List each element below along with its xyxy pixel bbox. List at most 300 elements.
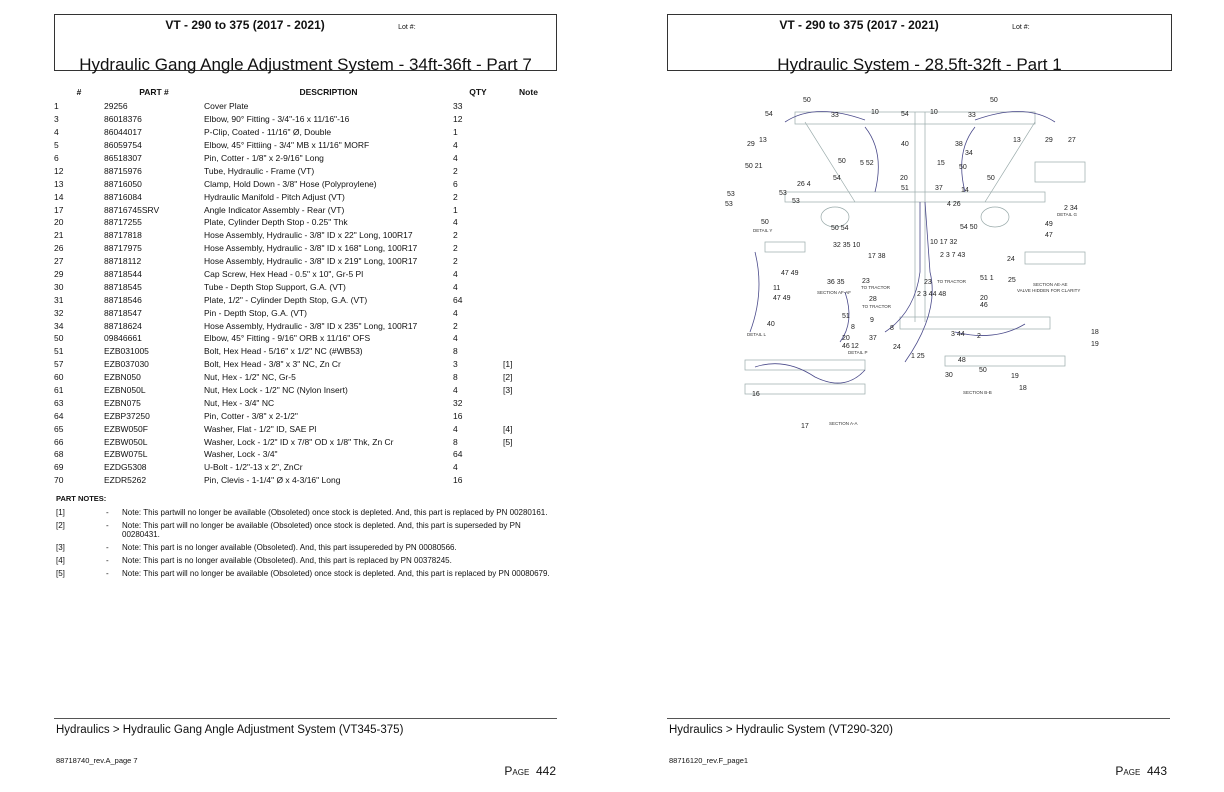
callout-23b: 23 — [924, 279, 932, 286]
note-text: Note: This part will no longer be available (Obsoleted) once stock is depleted. And, this part is replaced by PN 00080679. — [122, 569, 550, 578]
hose-lines-upper — [865, 127, 975, 192]
callout-2-34: 2 34 — [1064, 205, 1078, 212]
callout-26-4: 26 4 — [797, 181, 811, 188]
note-text: Note: This part will no longer be available (Obsoleted) once stock is depleted. And, this part is superseded by PN 00280431. — [122, 521, 521, 539]
note-text: Note: This part is no longer available (Obsoleted). And, this part is replaced by PN 00378245. — [122, 556, 452, 565]
part-note — [56, 521, 556, 539]
callout-13b: 13 — [1013, 137, 1021, 144]
hose-line-left — [750, 252, 759, 332]
callout-18: 18 — [1091, 329, 1099, 336]
part-description: Tube, Hydraulic - Frame (VT) — [204, 165, 315, 176]
part-quantity: 32 — [453, 397, 463, 408]
detail-g-block — [1035, 162, 1085, 182]
table-row — [54, 126, 554, 139]
item-number: 12 — [54, 165, 64, 176]
table-row — [54, 448, 554, 461]
hose-line-section-a — [755, 364, 865, 383]
page-number-value: 443 — [1146, 764, 1167, 778]
part-note — [56, 508, 556, 517]
callout-34: 34 — [965, 150, 973, 157]
part-quantity: 4 — [453, 307, 458, 318]
callout-10-17-32: 10 17 32 — [930, 239, 958, 246]
label-to-tractor: TO TRACTOR — [861, 285, 891, 290]
page-number — [1115, 764, 1167, 778]
callout-38: 38 — [955, 141, 963, 148]
table-row — [54, 371, 554, 384]
callout-47-49b: 47 49 — [773, 295, 791, 302]
part-description: Plate, 1/2" - Cylinder Depth Stop, G.A. (VT) — [204, 294, 368, 305]
item-number: 17 — [54, 204, 64, 215]
part-note-ref: [5] — [503, 436, 513, 447]
item-number: 70 — [54, 475, 64, 486]
part-number: EZDR5262 — [104, 475, 147, 486]
series-title: VT - 290 to 375 (2017 - 2021) — [165, 18, 325, 32]
part-quantity: 16 — [453, 475, 463, 486]
part-quantity: 64 — [453, 294, 463, 305]
part-description: Plate, Cylinder Depth Stop - 0.25" Thk — [204, 217, 348, 228]
note-text: Note: This partwill no longer be available (Obsoleted) once stock is depleted. And, this part is replaced by PN 00280161. — [122, 508, 548, 517]
part-number: 86059754 — [104, 140, 142, 151]
callout-9: 9 — [870, 317, 874, 324]
callout-15: 15 — [937, 160, 945, 167]
callout-37b: 37 — [869, 335, 877, 342]
part-note-ref — [503, 255, 554, 268]
part-quantity: 33 — [453, 101, 463, 112]
item-number: 21 — [54, 230, 64, 241]
callout-49-20-46: 20 — [842, 335, 850, 342]
part-number: 88718545 — [104, 281, 142, 292]
part-notes-list — [56, 508, 556, 582]
callout-53b: 53 — [779, 190, 787, 197]
callout-50: 50 — [803, 97, 811, 104]
part-note-ref — [503, 268, 554, 281]
part-quantity: 4 — [453, 462, 458, 473]
part-notes-heading: PART NOTES: — [56, 494, 107, 503]
part-quantity: 4 — [453, 140, 458, 151]
label-section-bb: SECTION B-B — [963, 390, 992, 395]
callout-10: 10 — [871, 109, 879, 116]
callout-2-3-44-48: 2 3 44 48 — [917, 291, 947, 298]
part-quantity: 4 — [453, 423, 458, 434]
page-number-value: 442 — [535, 764, 556, 778]
page-title: Hydraulic System - 28.5ft-32ft - Part 1 — [777, 55, 1062, 74]
callout-50e: 50 — [987, 175, 995, 182]
table-row — [54, 293, 554, 306]
part-description: Washer, Flat - 1/2" ID, SAE Pl — [204, 423, 317, 434]
callout-51-1: 51 1 — [980, 275, 994, 282]
part-note-ref — [503, 177, 554, 190]
table-row — [54, 152, 554, 165]
part-number: 88718544 — [104, 269, 142, 280]
part-description: Pin - Depth Stop, G.A. (VT) — [204, 307, 307, 318]
part-note-ref: [3] — [503, 385, 513, 396]
part-description: Elbow, 45° Fitting - 9/16" ORB x 11/16" OFS — [204, 333, 371, 344]
part-note-ref — [503, 126, 554, 139]
callout-50f: 50 — [761, 219, 769, 226]
table-row — [54, 422, 554, 435]
table-row — [54, 216, 554, 229]
part-description: Hose Assembly, Hydraulic - 3/8" ID x 22" Long, 100R17 — [204, 230, 413, 241]
note-dash: - — [106, 543, 109, 552]
callout-40b: 40 — [767, 321, 775, 328]
note-dash: - — [106, 556, 109, 565]
part-description: Pin, Cotter - 1/8" x 2-9/16" Long — [204, 153, 324, 163]
item-number: 5 — [54, 140, 59, 151]
callout-20: 20 — [900, 175, 908, 182]
callout-54b: 54 — [765, 111, 773, 118]
part-note-ref — [503, 152, 554, 165]
callout-24b: 24 — [893, 344, 901, 351]
part-note-ref — [503, 164, 554, 177]
callout-8b: 8 — [890, 325, 894, 332]
part-description: Elbow, 90° Fitting - 3/4"-16 x 11/16"-16 — [204, 114, 350, 125]
callout-53d: 53 — [725, 201, 733, 208]
part-description: Elbow, 45° Fittiing - 3/4" MB x 11/16" MORF — [204, 140, 370, 151]
note-ref: [2] — [56, 521, 65, 530]
callout-14: 14 — [961, 187, 969, 194]
table-row — [54, 203, 554, 216]
lot-label: Lot #: — [1012, 24, 1030, 31]
part-note-ref — [503, 229, 554, 242]
part-quantity: 8 — [453, 346, 458, 357]
part-note-ref — [503, 280, 554, 293]
part-quantity: 2 — [453, 191, 458, 202]
part-note-ref — [503, 216, 554, 229]
part-number: EZBP37250 — [104, 410, 150, 421]
part-note-ref — [503, 203, 554, 216]
note-ref: [5] — [56, 569, 65, 578]
part-number: 88717818 — [104, 230, 142, 241]
note-ref: [3] — [56, 543, 65, 552]
footer-divider — [54, 718, 557, 719]
callout-36-35: 36 35 — [827, 279, 845, 286]
part-note-ref: [2] — [503, 372, 513, 383]
callout-28: 28 — [869, 296, 877, 303]
table-row — [54, 164, 554, 177]
col-header-qty: QTY — [469, 87, 487, 97]
callout-48: 48 — [958, 357, 966, 364]
page-number — [504, 764, 556, 778]
callout-20b: 20 — [980, 295, 988, 302]
item-number: 13 — [54, 178, 64, 189]
part-number: 88718624 — [104, 320, 142, 331]
callout-17-38: 17 38 — [868, 253, 886, 260]
hose-lines-top — [785, 111, 1055, 122]
callout-50b: 50 — [990, 97, 998, 104]
callout-4-26: 4 26 — [947, 201, 961, 208]
callout-54-50: 54 50 — [960, 224, 978, 231]
callout-46: 46 — [980, 302, 988, 309]
part-description: Nut, Hex Lock - 1/2" NC (Nylon Insert) — [204, 385, 348, 396]
page-label: Page — [1115, 764, 1141, 778]
part-description: Hose Assembly, Hydraulic - 3/8" ID x 219" Long, 100R17 — [204, 256, 418, 267]
part-quantity: 4 — [453, 269, 458, 280]
callout-33b: 33 — [968, 112, 976, 119]
part-quantity: 2 — [453, 165, 458, 176]
part-number: 88716084 — [104, 191, 142, 202]
parts-table — [54, 86, 554, 487]
col-header-description: DESCRIPTION — [299, 87, 358, 97]
section-b-frame — [900, 317, 1050, 329]
part-number: 88715976 — [104, 165, 142, 176]
item-number: 29 — [54, 269, 64, 280]
item-number: 64 — [54, 410, 64, 421]
part-note-ref: [1] — [503, 359, 513, 370]
item-number: 6 — [54, 153, 59, 163]
part-description: Pin, Cotter - 3/8" x 2-1/2" — [204, 410, 298, 421]
note-dash: - — [106, 508, 109, 517]
callout-50-54: 50 54 — [831, 225, 849, 232]
label-section-af: SECTION AF-AF — [817, 290, 852, 295]
table-header-row — [54, 86, 554, 100]
detail-af-block — [765, 242, 805, 252]
callout-50d: 50 — [959, 164, 967, 171]
part-note-ref — [503, 461, 554, 474]
item-number: 31 — [54, 294, 64, 305]
table-row — [54, 268, 554, 281]
part-number: 88718546 — [104, 294, 142, 305]
callout-24: 24 — [1007, 256, 1015, 263]
table-row — [54, 280, 554, 293]
part-number: 09846661 — [104, 333, 142, 344]
label-valve-hidden: VALVE HIDDEN FOR CLARITY — [1017, 288, 1081, 293]
part-note-ref — [503, 319, 554, 332]
callout-50g: 50 — [979, 367, 987, 374]
table-row — [54, 396, 554, 409]
callout-11: 11 — [773, 285, 781, 292]
part-quantity: 8 — [453, 436, 458, 447]
part-number: EZBN075 — [104, 397, 141, 408]
part-description: Hose Assembly, Hydraulic - 3/8" ID x 235" Long, 100R17 — [204, 320, 418, 331]
col-header-note: Note — [519, 87, 538, 97]
part-note-ref — [503, 409, 554, 422]
page-label: Page — [504, 764, 530, 778]
callout-40: 40 — [901, 141, 909, 148]
callout-19: 19 — [1091, 341, 1099, 348]
part-number: EZDG5308 — [104, 462, 147, 473]
table-row — [54, 474, 554, 487]
callout-23: 23 — [862, 278, 870, 285]
part-quantity: 16 — [453, 410, 463, 421]
table-row — [54, 190, 554, 203]
hose-line-section-b — [955, 324, 1025, 336]
footer-divider — [667, 718, 1170, 719]
label-detail-l: DETAIL L — [747, 332, 767, 337]
part-quantity: 1 — [453, 204, 458, 215]
callout-17: 17 — [801, 423, 809, 430]
label-section-aa: SECTION A-A — [829, 421, 858, 426]
callout-1-25: 1 25 — [911, 353, 925, 360]
part-description: U-Bolt - 1/2"-13 x 2", ZnCr — [204, 462, 303, 473]
callout-5-52: 5 52 — [860, 160, 874, 167]
breadcrumb: Hydraulics > Hydraulic Gang Angle Adjustment System (VT345-375) — [56, 724, 404, 736]
part-note-ref — [503, 332, 554, 345]
col-header-part: PART # — [139, 87, 169, 97]
part-description: Hose Assembly, Hydraulic - 3/8" ID x 168" Long, 100R17 — [204, 243, 418, 254]
callout-47: 47 — [1045, 232, 1053, 239]
table-row — [54, 255, 554, 268]
part-number: 86018376 — [104, 114, 142, 125]
part-description: Tube - Depth Stop Support, G.A. (VT) — [204, 281, 346, 292]
item-number: 27 — [54, 256, 64, 267]
item-number: 66 — [54, 436, 64, 447]
callout-2-3-7-43: 2 3 7 43 — [940, 252, 966, 259]
part-note — [56, 556, 556, 565]
callout-8: 8 — [851, 324, 855, 331]
callout-25: 25 — [1008, 277, 1016, 284]
part-quantity: 6 — [453, 178, 458, 189]
callout-27: 27 — [1068, 137, 1076, 144]
part-number: 88716050 — [104, 178, 142, 189]
item-number: 50 — [54, 333, 64, 344]
item-number: 68 — [54, 449, 64, 460]
part-number: EZBN050 — [104, 372, 141, 383]
part-number: 88718547 — [104, 307, 142, 318]
item-number: 69 — [54, 462, 64, 473]
table-row — [54, 409, 554, 422]
callout-47-49: 47 49 — [781, 270, 799, 277]
label-section-ae: SECTION AE-AE — [1033, 282, 1068, 287]
page-header — [667, 14, 1172, 74]
item-number: 65 — [54, 423, 64, 434]
item-number: 60 — [54, 372, 64, 383]
part-quantity: 2 — [453, 230, 458, 241]
part-note-ref: [4] — [503, 423, 513, 434]
part-note-ref — [503, 474, 554, 487]
part-number: 86518307 — [104, 153, 142, 163]
callout-19b: 19 — [1011, 373, 1019, 380]
page-title: Hydraulic Gang Angle Adjustment System - 34ft-36ft - Part 7 — [79, 55, 532, 74]
callout-54c: 54 — [833, 175, 841, 182]
part-quantity: 2 — [453, 320, 458, 331]
callout-2: 2 — [977, 333, 981, 340]
part-description: Cover Plate — [204, 101, 249, 112]
callout-46b: 46 — [842, 343, 850, 350]
part-description: Washer, Lock - 1/2" ID x 7/8" OD x 1/8" Thk, Zn Cr — [204, 436, 394, 447]
item-number: 32 — [54, 307, 64, 318]
part-description: Bolt, Hex Head - 5/16" x 1/2" NC (#WB53) — [204, 346, 363, 357]
callout-10b: 10 — [930, 109, 938, 116]
part-description: Washer, Lock - 3/4" — [204, 449, 278, 460]
right-page — [663, 0, 1173, 792]
part-note-ref — [503, 448, 554, 461]
item-number: 30 — [54, 281, 64, 292]
part-quantity: 2 — [453, 256, 458, 267]
callout-32-35-10: 32 35 10 — [833, 242, 861, 249]
part-number: 29256 — [104, 101, 128, 112]
item-number: 4 — [54, 127, 59, 138]
part-quantity: 3 — [453, 359, 458, 370]
item-number: 51 — [54, 346, 64, 357]
table-row — [54, 319, 554, 332]
part-quantity: 64 — [453, 449, 463, 460]
label-detail-y: DETAIL Y — [753, 228, 773, 233]
table-row — [54, 345, 554, 358]
part-description: Hydraulic Manifold - Pitch Adjust (VT) — [204, 191, 345, 202]
left-page — [50, 0, 570, 792]
note-ref: [1] — [56, 508, 65, 517]
table-row — [54, 435, 554, 448]
part-quantity: 4 — [453, 153, 458, 163]
label-detail-p: DETAIL P — [848, 350, 868, 355]
callout-13: 13 — [759, 137, 767, 144]
part-number: 86044017 — [104, 127, 142, 138]
part-description: Nut, Hex - 3/4" NC — [204, 397, 275, 408]
part-quantity: 4 — [453, 385, 458, 396]
label-to-tractor-2: TO TRACTOR — [937, 279, 967, 284]
part-note-ref — [503, 293, 554, 306]
callout-30: 30 — [945, 372, 953, 379]
table-row — [54, 100, 554, 113]
item-number: 14 — [54, 191, 64, 202]
part-number: EZB031005 — [104, 346, 149, 357]
callout-51b: 51 — [842, 313, 850, 320]
breadcrumb: Hydraulics > Hydraulic System (VT290-320) — [669, 724, 894, 736]
label-detail-g: DETAIL G — [1057, 212, 1078, 217]
page-header — [54, 14, 557, 74]
part-number: 88717255 — [104, 217, 142, 228]
part-note-ref — [503, 242, 554, 255]
note-ref: [4] — [56, 556, 65, 565]
item-number: 20 — [54, 217, 64, 228]
callout-49: 49 — [1045, 221, 1053, 228]
note-text: Note: This part is no longer available (Obsoleted). And, this part issupereded by PN 00080566. — [122, 543, 457, 552]
part-number: 88717975 — [104, 243, 142, 254]
part-note-ref — [503, 139, 554, 152]
table-row — [54, 229, 554, 242]
callout-54: 54 — [901, 111, 909, 118]
document-reference: 88718740_rev.A_page 7 — [56, 756, 138, 765]
part-quantity: 4 — [453, 281, 458, 292]
wheel-left — [821, 207, 849, 227]
callout-33: 33 — [831, 112, 839, 119]
detail-ae-block — [1025, 252, 1085, 264]
table-row — [54, 177, 554, 190]
table-row — [54, 113, 554, 126]
part-number: EZB037030 — [104, 359, 149, 370]
table-row — [54, 358, 554, 371]
note-dash: - — [106, 521, 109, 530]
callout-53: 53 — [727, 191, 735, 198]
table-row — [54, 461, 554, 474]
callout-29: 29 — [747, 141, 755, 148]
part-description: Cap Screw, Hex Head - 0.5" x 10", Gr-5 Pl — [204, 269, 364, 280]
table-row — [54, 332, 554, 345]
lot-label: Lot #: — [398, 24, 416, 31]
part-note — [56, 569, 556, 578]
section-a-frame-2 — [745, 384, 865, 394]
callout-51: 51 — [901, 185, 909, 192]
document-reference: 88716120_rev.F_page1 — [669, 756, 749, 765]
part-quantity: 12 — [453, 114, 463, 125]
part-quantity: 8 — [453, 372, 458, 383]
col-header-num: # — [76, 87, 82, 97]
table-row — [54, 242, 554, 255]
callout-29b: 29 — [1045, 137, 1053, 144]
part-note-ref — [503, 100, 554, 113]
item-number: 1 — [54, 101, 59, 112]
item-number: 61 — [54, 385, 64, 396]
wheel-right — [981, 207, 1009, 227]
part-number: 88716745SRV — [104, 204, 160, 215]
part-quantity: 1 — [453, 127, 458, 138]
table-row — [54, 306, 554, 319]
item-number: 63 — [54, 397, 64, 408]
part-note-ref — [503, 345, 554, 358]
part-quantity: 2 — [453, 243, 458, 254]
table-row — [54, 139, 554, 152]
series-title: VT - 290 to 375 (2017 - 2021) — [779, 18, 939, 32]
